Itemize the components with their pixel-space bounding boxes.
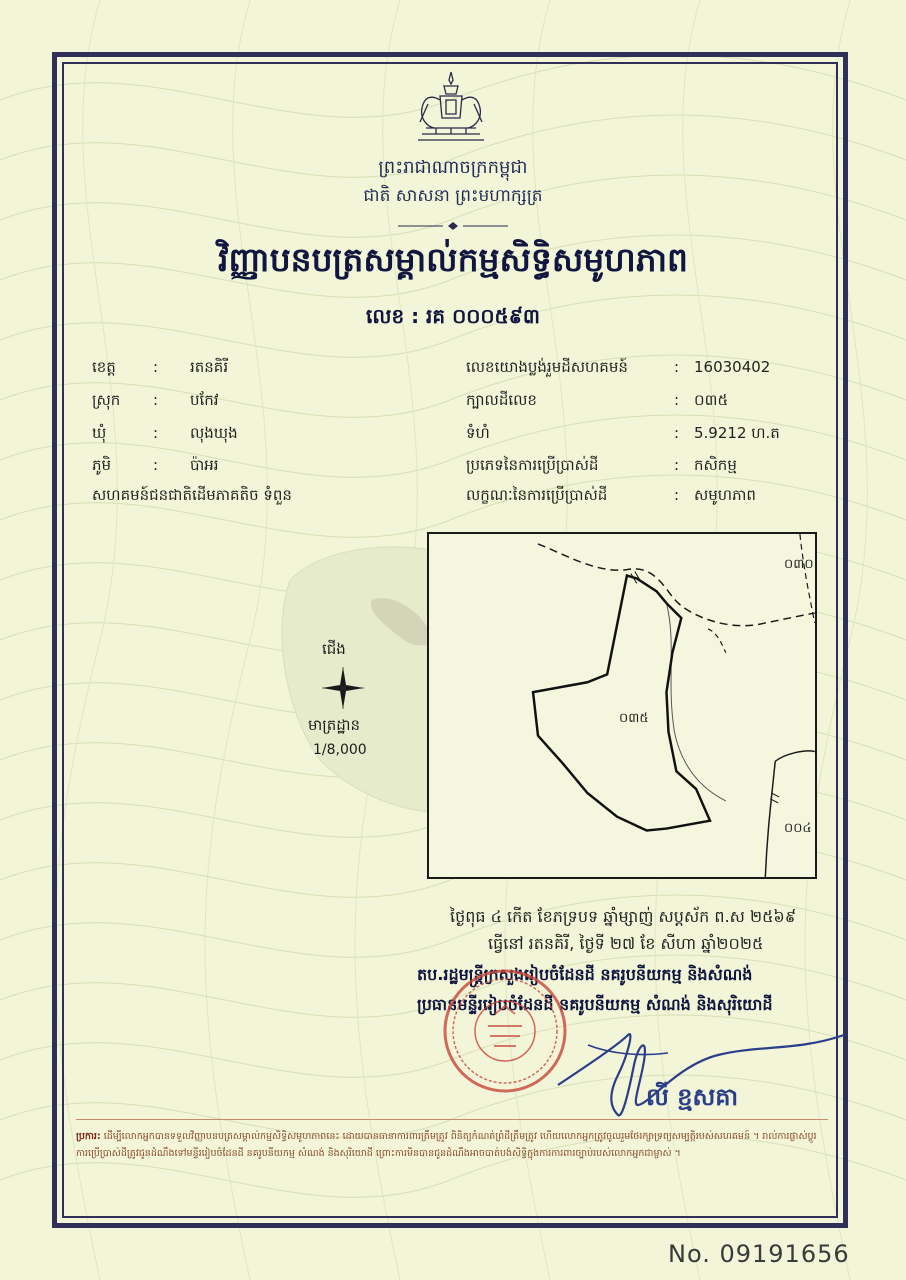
- scale-label: មាត្រដ្ឋាន: [308, 716, 361, 734]
- separator: :: [153, 424, 159, 442]
- parcel-map-drawing: [429, 534, 815, 877]
- signer-name: លី ខ្មសគា: [646, 1083, 739, 1111]
- notice-text-block: [76, 1128, 826, 1162]
- issue-place-date: ធ្វើនៅ រតនគិរី, ថ្ងៃទី ២៧ ខែ សីហា ឆ្នាំ២០២៥: [488, 934, 764, 953]
- separator: :: [674, 424, 680, 442]
- land-use-type-value: កសិកម្ម: [694, 456, 737, 474]
- village-label: ភូមិ: [92, 456, 112, 474]
- district-value: បកែវ: [190, 391, 219, 409]
- certificate-title: វិញ្ញាបនបត្រសម្គាល់កម្មសិទ្ធិសមូហភាព: [217, 240, 689, 279]
- province-value: រតនគិរី: [190, 358, 229, 376]
- commune-label: ឃុំ: [92, 424, 107, 442]
- community-name: សហគមន៍ជនជាតិដើមភាគតិច ទំពួន: [92, 486, 292, 504]
- village-value: ប៉ាអរ: [190, 456, 219, 474]
- commune-value: លុងឃុង: [190, 424, 238, 442]
- national-motto: ជាតិ សាសនា ព្រះមហាក្សត្រ: [363, 186, 543, 206]
- community-plan-ref-label: លេខយោងប្លង់រួមដីសហគមន៍: [466, 358, 628, 376]
- separator: :: [674, 486, 680, 504]
- parcel-number-label: ក្បាលដីលេខ: [466, 391, 537, 409]
- official-title-line1: តប.រដ្ឋមន្ត្រីក្រសួងរៀបចំដែនដី នគរូបនីយកម្ម និងសំណង់: [417, 965, 753, 984]
- parcel-label-main: ០៣៥: [619, 711, 649, 726]
- land-use-nature-label: លក្ខណៈនៃការប្រើប្រាស់ដី: [466, 486, 608, 504]
- notice-heading: ប្រការ:: [76, 1131, 101, 1142]
- land-use-nature-value: សមូហភាព: [694, 486, 756, 504]
- official-title-line2: ប្រធានមន្ទីររៀបចំដែនដី នគរូបនីយកម្ម សំណង់ និងសុរិយោដី: [417, 995, 773, 1014]
- separator: :: [153, 358, 159, 376]
- separator: :: [153, 456, 159, 474]
- land-use-type-label: ប្រភេទនៃការប្រើប្រាស់ដី: [466, 456, 599, 474]
- lunar-date: ថ្ងៃពុធ ៤ កើត ខែភទ្របទ ឆ្នាំម្សាញ់ សប្តស័ក ព.ស ២៥៦៩: [450, 907, 797, 926]
- parcel-label-neighbor-south: ០០៤: [784, 821, 812, 836]
- area-value: 5.9212 ហ.ត: [694, 424, 780, 442]
- parcel-map: [427, 532, 817, 879]
- separator: :: [674, 456, 680, 474]
- north-label: ជើង: [322, 640, 346, 658]
- scale-value: 1/8,000: [313, 742, 367, 758]
- notice-divider: [76, 1119, 828, 1120]
- notice-body: ដើម្បីលោកអ្នកបានទទួលវិញ្ញាបនបត្រសម្គាល់កម្មសិទ្ធិសមូហភាពនេះ ដោយបានធានាការពារត្រឹមត្រូវ ពិនិត្យកំណត់ព្រំដីត្រឹមត្រូវ ហើយលោកអ្នកត្រូវចូលរួមថែរក្សាទ្រព្យសម្បត្តិរបស់សហគមន៍ ។ រាល់ការផ្លាស់ប្តូរការប្រើប្រាស់ដីត្រូវជូនដំណឹងទៅមន្ទីររៀបចំដែនដី នគរូបនីយកម្ម សំណង់ និងសុរិយោដី ព្រោះការមិនបានជូនដំណឹងអាចបាត់បង់សិទ្ធិក្នុងការការពារច្បាប់របស់លោកអ្នកជាម្ចាស់ ។: [76, 1131, 817, 1159]
- province-label: ខេត្ត: [92, 358, 116, 376]
- parcel-number-value: ០៣៥: [694, 391, 729, 409]
- separator: :: [153, 391, 159, 409]
- serial-number: No. 09191656: [668, 1240, 850, 1268]
- kingdom-name: ព្រះរាជាណាចក្រកម្ពុជា: [378, 157, 528, 178]
- ornamental-divider: [398, 221, 508, 231]
- area-label: ទំហំ: [466, 424, 490, 442]
- separator: :: [674, 358, 680, 376]
- district-label: ស្រុក: [92, 391, 121, 409]
- parcel-label-neighbor-north: ០៣០: [784, 557, 814, 572]
- separator: :: [674, 391, 680, 409]
- royal-coat-of-arms-emblem: [406, 70, 496, 150]
- compass-rose-icon: [320, 665, 366, 711]
- community-plan-ref-value: 16030402: [694, 358, 771, 376]
- certificate-number: លេខ : រគ ០០០៥៩៣: [366, 304, 540, 328]
